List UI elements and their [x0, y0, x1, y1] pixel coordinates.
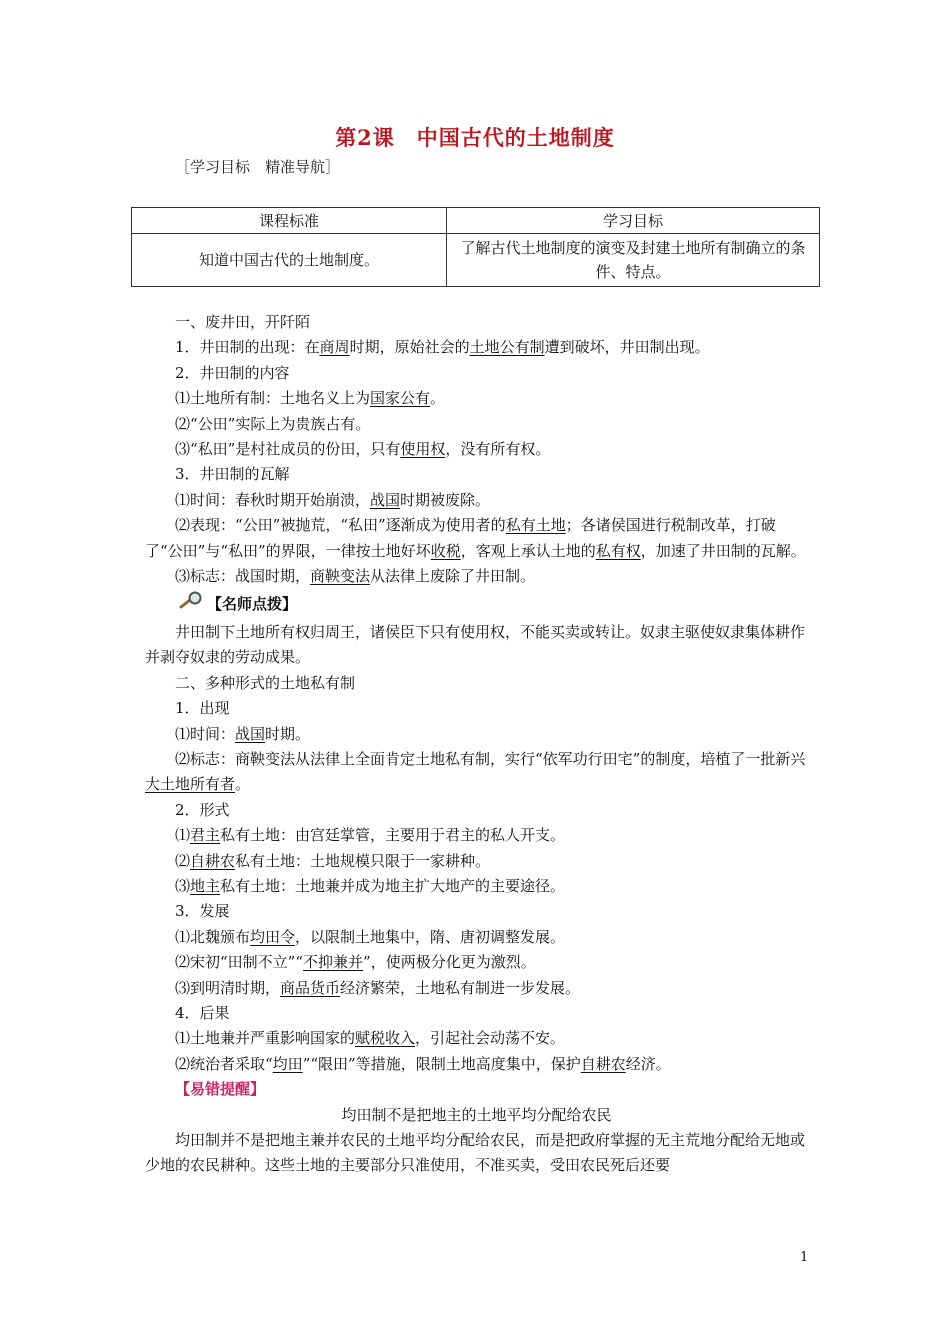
- table-cell-goal: 了解古代土地制度的演变及封建土地所有制确立的条件、特点。: [447, 234, 820, 287]
- paragraph: ⑴北魏颁布均田令，以限制土地集中，隋、唐初调整发展。: [175, 927, 566, 946]
- page-title: 第2课 中国古代的土地制度: [335, 125, 615, 150]
- paragraph: ⑵自耕农私有土地：土地规模只限于一家耕种。: [175, 851, 491, 870]
- subheading: 1．出现: [175, 699, 230, 718]
- paragraph: ⑴时间：战国时期。: [175, 724, 311, 743]
- paragraph: ⑵“公田”实际上为贵族占有。: [175, 414, 371, 433]
- subheading: 2．形式: [175, 800, 230, 819]
- standards-table: [131, 207, 820, 287]
- table-header-goal: 学习目标: [447, 208, 820, 234]
- warning-heading: 均田制不是把地主的土地平均分配给农民: [341, 1105, 612, 1124]
- paragraph: ⑵表现：“公田”被抛荒，“私田”逐渐成为使用者的私有土地；各诸侯国进行税制改革，打破了“公田”与“私田”的界限，一律按土地好坏收税，客观上承认土地的私有权，加速了井田制的瓦解。: [145, 516, 806, 560]
- warning-label: 【易错提醒】: [175, 1080, 266, 1099]
- teacher-tip-text: 井田制下土地所有权归周王，诸侯臣下只有使用权，不能买卖或转让。奴隶主驱使奴隶集体耕作并剥夺奴隶的劳动成果。: [145, 622, 806, 667]
- subheading: 3．井田制的瓦解: [175, 465, 290, 484]
- section2-heading: 二、多种形式的土地私有制: [175, 673, 356, 692]
- paragraph: ⑶标志：战国时期，商鞅变法从法律上废除了井田制。: [175, 567, 536, 586]
- table-header-standard: 课程标准: [132, 208, 447, 234]
- table-cell-standard: 知道中国古代的土地制度。: [132, 234, 447, 287]
- paragraph: 1．井田制的出现：在商周时期，原始社会的土地公有制遭到破坏，井田制出现。: [175, 338, 710, 357]
- subheading: 3．发展: [175, 902, 230, 921]
- subheading: 2．井田制的内容: [175, 363, 290, 382]
- paragraph: ⑵宋初“田制不立”“不抑兼并”，使两极分化更为激烈。: [175, 953, 536, 972]
- paragraph: ⑵标志：商鞅变法从法律上全面肯定土地私有制，实行“依军功行田宅”的制度，培植了一批新兴大土地所有者。: [145, 749, 806, 794]
- section1-heading: 一、废井田，开阡陌: [175, 313, 311, 331]
- paragraph: ⑴土地兼并严重影响国家的赋税收入，引起社会动荡不安。: [175, 1029, 566, 1048]
- paragraph: ⑶地主私有土地：土地兼并成为地主扩大地产的主要途径。: [175, 876, 566, 895]
- paragraph: ⑴时间：春秋时期开始崩溃，战国时期被废除。: [175, 490, 491, 509]
- paragraph: ⑵统治者采取“均田”“限田”等措施，限制土地高度集中，保护自耕农经济。: [175, 1054, 671, 1073]
- warning-text: 均田制并不是把地主兼并农民的土地平均分配给农民，而是把政府掌握的无主荒地分配给无地或少地的农民耕种。这些土地的主要部分只准使用，不准买卖，受田农民死后还要: [145, 1131, 806, 1175]
- content-body: [145, 310, 808, 1179]
- magnifier-icon: [179, 591, 207, 617]
- subheading: 4．后果: [175, 1003, 230, 1022]
- paragraph: ⑶“私田”是村社成员的份田，只有使用权，没有所有权。: [175, 440, 551, 459]
- paragraph: ⑴土地所有制：土地名义上为国家公有。: [175, 389, 446, 408]
- paragraph: ⑴君主私有土地：由宫廷掌管，主要用于君主的私人开支。: [175, 826, 566, 845]
- paragraph: ⑶到明清时期，商品货币经济繁荣，土地私有制进一步发展。: [175, 978, 581, 997]
- section-subtitle: ［学习目标 精准导航］: [175, 158, 341, 176]
- teacher-tip-label: 【名师点拨】: [179, 591, 808, 617]
- page-number: 1: [800, 1250, 809, 1265]
